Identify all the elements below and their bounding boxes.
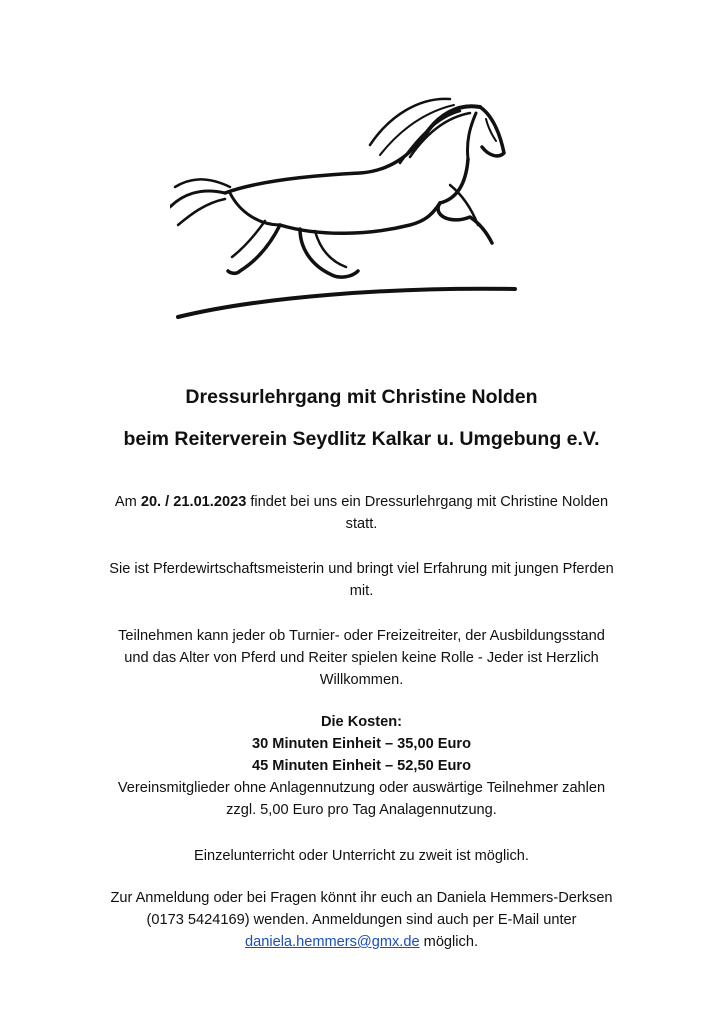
horse-icon — [170, 75, 530, 335]
page-subtitle: beim Reiterverein Seydlitz Kalkar u. Umgebung e.V. — [123, 428, 600, 450]
cost-item-30min: 30 Minuten Einheit – 35,00 Euro — [252, 736, 471, 752]
about-line-2: mit. — [349, 583, 374, 599]
about-line-1: Sie ist Pferdewirtschaftsmeisterin und bringt viel Erfahrung mit jungen Pferden — [109, 561, 614, 577]
cost-item-45min: 45 Minuten Einheit – 52,50 Euro — [252, 758, 471, 774]
about-paragraph — [60, 558, 663, 602]
contact-paragraph — [60, 887, 663, 953]
costs-section — [60, 711, 663, 821]
intro-suffix: findet bei uns ein Dressurlehrgang mit Christine Nolden — [246, 494, 609, 510]
intro-paragraph — [60, 491, 663, 535]
contact-suffix: möglich. — [419, 934, 479, 950]
event-date: 20. / 21.01.2023 — [140, 494, 247, 510]
participation-line-2: und das Alter von Pferd und Reiter spielen keine Rolle - Jeder ist Herzlich — [124, 650, 599, 666]
intro-line-2: statt. — [345, 516, 378, 532]
intro-prefix: Am — [114, 494, 141, 510]
lessons-paragraph: Einzelunterricht oder Unterricht zu zweit ist möglich. — [194, 848, 529, 864]
costs-heading: Die Kosten: — [320, 714, 403, 730]
email-link[interactable]: daniela.hemmers@gmx.de — [244, 934, 420, 950]
contact-line-1: Zur Anmeldung oder bei Fragen könnt ihr euch an Daniela Hemmers-Derksen — [110, 890, 613, 906]
page-title: Dressurlehrgang mit Christine Nolden — [185, 386, 538, 408]
participation-line-1: Teilnehmen kann jeder ob Turnier- oder Freizeitreiter, der Ausbildungsstand — [118, 628, 605, 644]
contact-line-3 — [60, 931, 663, 953]
participation-line-3: Willkommen. — [319, 672, 404, 688]
intro-line-1 — [60, 491, 663, 513]
participation-paragraph — [60, 625, 663, 691]
costs-note-line-1: Vereinsmitglieder ohne Anlagennutzung oder auswärtige Teilnehmer zahlen — [117, 780, 606, 796]
costs-note-line-2: zzgl. 5,00 Euro pro Tag Analagennutzung. — [226, 802, 497, 818]
contact-line-2: (0173 5424169) wenden. Anmeldungen sind auch per E-Mail unter — [146, 912, 577, 928]
